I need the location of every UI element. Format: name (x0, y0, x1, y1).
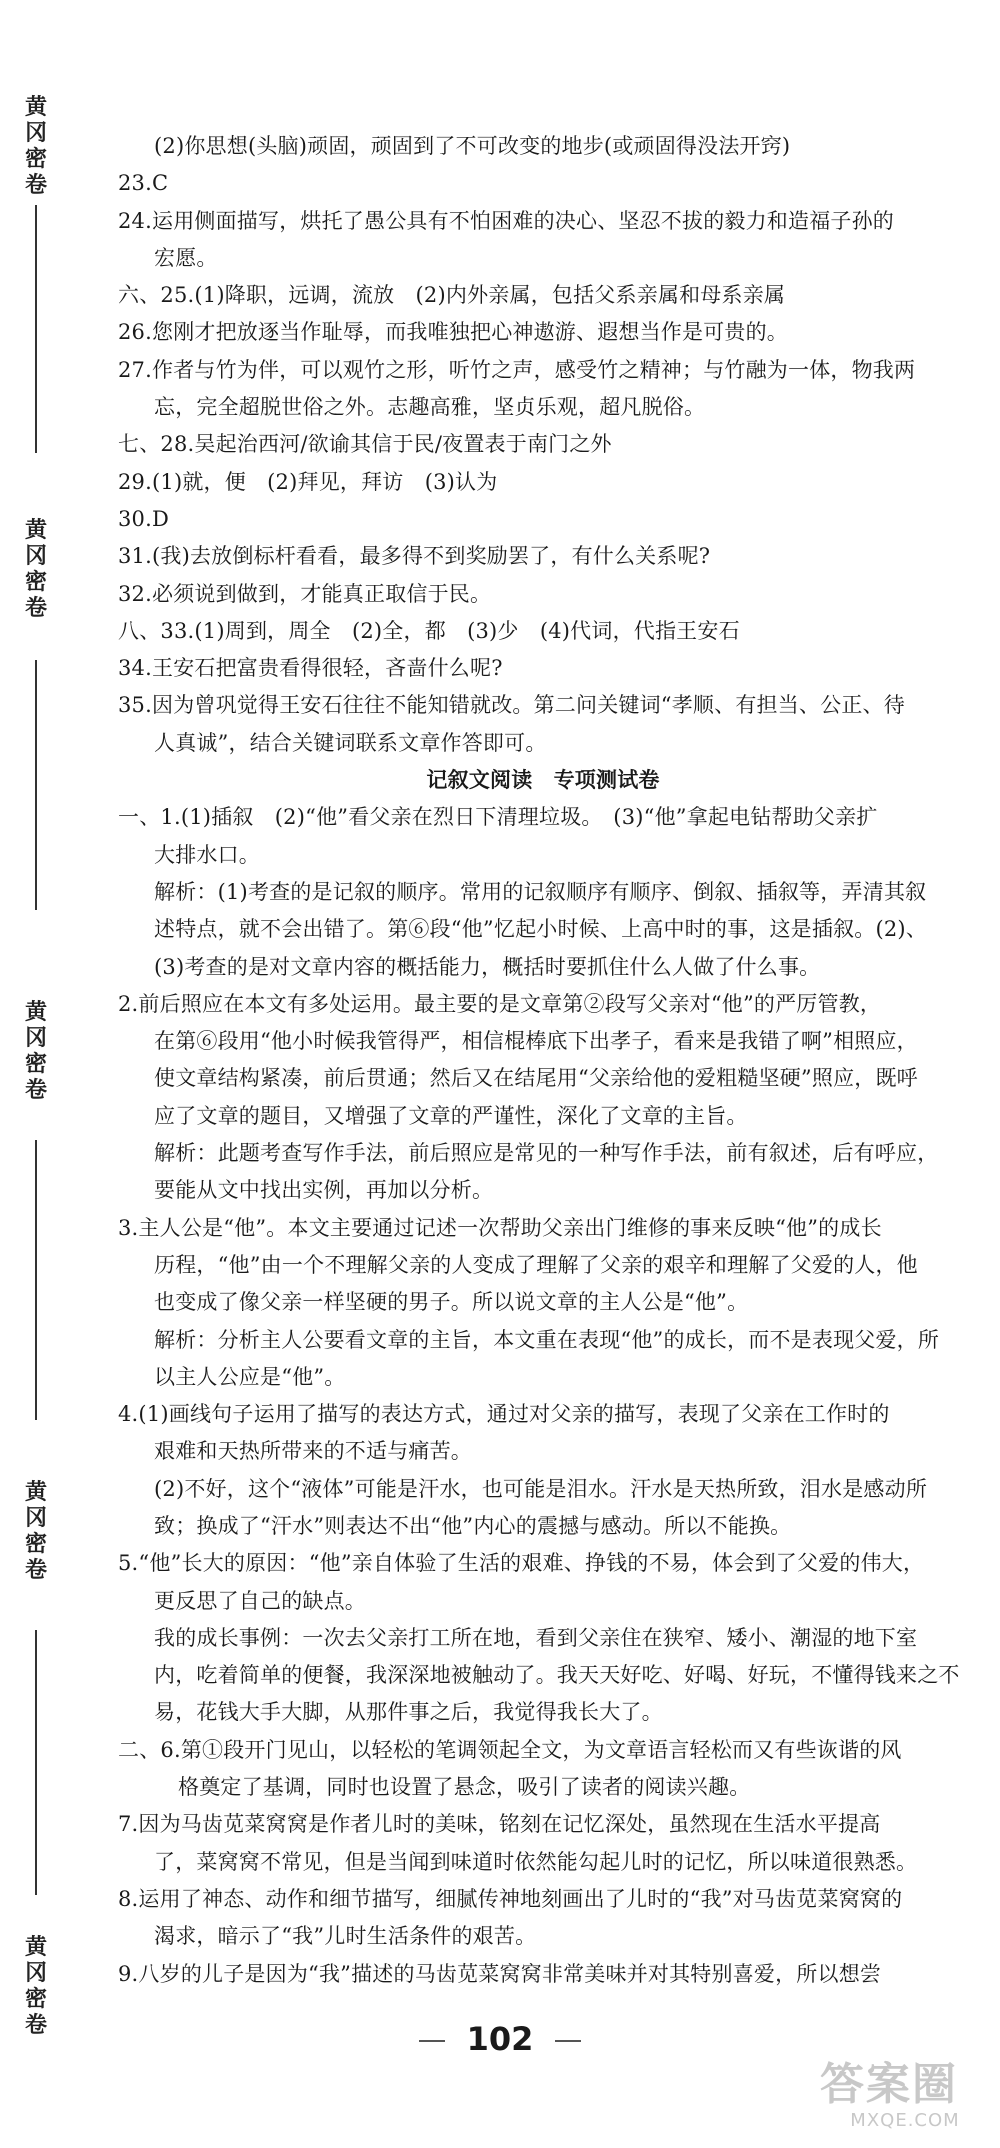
answer-line: 宏愿。 (154, 245, 218, 270)
answer-line: 二、6.第①段开门见山，以轻松的笔调领起全文，为文章语言轻松而又有些诙谐的风 (118, 1737, 902, 1762)
answer-line: 4.(1)画线句子运用了描写的表达方式，通过对父亲的描写，表现了父亲在工作时的 (118, 1402, 890, 1427)
sidebar-char: 冈 (24, 544, 47, 569)
answer-line: 23.C (118, 171, 169, 196)
answer-line: 以主人公应是“他”。 (154, 1364, 346, 1389)
answer-line: 在第⑥段用“他小时候我管得严，相信棍棒底下出孝子，看来是我错了啊”相照应， (154, 1029, 918, 1054)
answer-line: 也变成了像父亲一样坚硬的男子。所以说文章的主人公是“他”。 (154, 1290, 749, 1315)
answer-line: 六、25.(1)降职，远调，流放 (2)内外亲属，包括父系亲属和母系亲属 (118, 283, 786, 308)
answer-line: 应了文章的题目，又增强了文章的严谨性，深化了文章的主旨。 (154, 1103, 748, 1128)
sidebar-char: 卷 (24, 2013, 47, 2038)
sidebar-char: 黄 (24, 95, 47, 120)
sidebar-divider (35, 205, 37, 453)
sidebar-char: 密 (24, 147, 47, 172)
answer-line: 解析：(1)考查的是记叙的顺序。常用的记叙顺序有顺序、倒叙、插叙等，弄清其叙 (154, 879, 927, 904)
answer-line: 解析：分析主人公要看文章的主旨，本文重在表现“他”的成长，而不是表现父爱，所 (154, 1327, 940, 1352)
sidebar-label-1 (20, 95, 52, 199)
page-number-dash-left (419, 2040, 445, 2042)
answer-line: 要能从文中找出实例，再加以分析。 (154, 1178, 494, 1203)
sidebar-char: 冈 (24, 1506, 47, 1531)
answer-line: 渴求，暗示了“我”儿时生活条件的艰苦。 (154, 1924, 537, 1949)
watermark-logo (820, 2060, 990, 2140)
answer-line: 述特点，就不会出错了。第⑥段“他”忆起小时候、上高中时的事，这是插叙。(2)、 (154, 917, 928, 942)
answer-line: 7.因为马齿苋菜窝窝是作者儿时的美味，铭刻在记忆深处，虽然现在生活水平提高 (118, 1812, 881, 1837)
answer-line: 29.(1)就，便 (2)拜见，拜访 (3)认为 (118, 469, 498, 494)
watermark-sub: MXQE.COM (850, 2110, 960, 2131)
answer-line: 26.您刚才把放逐当作耻辱，而我唯独把心神遨游、遐想当作是可贵的。 (118, 320, 788, 345)
sidebar-divider (35, 1630, 37, 1895)
answer-line: 忘，完全超脱世俗之外。志趣高雅，坚贞乐观，超凡脱俗。 (154, 395, 706, 420)
answer-line: 使文章结构紧凑，前后贯通；然后又在结尾用“父亲给他的爱粗糙坚硬”照应，既呼 (154, 1066, 918, 1091)
answer-content (118, 128, 968, 1993)
answer-line: 了，菜窝窝不常见，但是当闻到味道时依然能勾起儿时的记忆，所以味道很熟悉。 (154, 1849, 918, 1874)
answer-line: (2)不好，这个“液体”可能是汗水，也可能是泪水。汗水是天热所致，泪水是感动所 (154, 1476, 928, 1501)
answer-line: 八、33.(1)周到，周全 (2)全，都 (3)少 (4)代词，代指王安石 (118, 618, 740, 643)
sidebar-char: 黄 (24, 1480, 47, 1505)
section-title: 记叙文阅读 专项测试卷 (426, 768, 660, 793)
sidebar-char: 冈 (24, 1961, 47, 1986)
sidebar-char: 黄 (24, 1935, 47, 1960)
sidebar-char: 卷 (24, 1558, 47, 1583)
answer-line: 解析：此题考查写作手法，前后照应是常见的一种写作手法，前有叙述，后有呼应， (154, 1141, 939, 1166)
answer-line: (3)考查的是对文章内容的概括能力，概括时要抓住什么人做了什么事。 (154, 954, 821, 979)
answer-line: 七、28.吴起治西河/欲谕其信于民/夜置表于南门之外 (118, 432, 612, 457)
answer-line: 更反思了自己的缺点。 (154, 1588, 366, 1613)
page-number (0, 2020, 1000, 2058)
page-number-text: 102 (466, 2020, 534, 2058)
sidebar-char: 冈 (24, 121, 47, 146)
sidebar-label-4 (20, 1480, 52, 1584)
sidebar-label-3 (20, 1000, 52, 1104)
answer-line: 24.运用侧面描写，烘托了愚公具有不怕困难的决心、坚忍不拔的毅力和造福子孙的 (118, 208, 894, 233)
answer-line: 32.必须说到做到，才能真正取信于民。 (118, 581, 492, 606)
answer-line: 8.运用了神态、动作和细节描写，细腻传神地刻画出了儿时的“我”对马齿苋菜窝窝的 (118, 1886, 903, 1911)
answer-line: 大排水口。 (154, 842, 260, 867)
watermark-main: 答案圈 (820, 2059, 958, 2110)
sidebar-divider (35, 1140, 37, 1420)
answer-line: 9.八岁的儿子是因为“我”描述的马齿苋菜窝窝非常美味并对其特别喜爱，所以想尝 (118, 1961, 882, 1986)
answer-line: 人真诚”，结合关键词联系文章作答即可。 (154, 730, 547, 755)
answer-line: 31.(我)去放倒标杆看看，最多得不到奖励罢了，有什么关系呢? (118, 544, 711, 569)
sidebar-char: 卷 (24, 596, 47, 621)
sidebar-label-2 (20, 518, 52, 622)
sidebar-char: 卷 (24, 1078, 47, 1103)
answer-line: 5.“他”长大的原因：“他”亲自体验了生活的艰难、挣钱的不易，体会到了父爱的伟大， (118, 1551, 925, 1576)
answer-line: 34.王安石把富贵看得很轻，吝啬什么呢? (118, 656, 503, 681)
answer-line: 30.D (118, 506, 170, 531)
answer-line: 内，吃着简单的便餐，我深深地被触动了。我天天好吃、好喝、好玩，不懂得钱来之不 (154, 1663, 960, 1688)
sidebar-char: 密 (24, 1987, 47, 2012)
answer-line: (2)你思想(头脑)顽固，顽固到了不可改变的地步(或顽固得没法开窍) (154, 134, 791, 158)
answer-line: 艰难和天热所带来的不适与痛苦。 (154, 1439, 472, 1464)
sidebar-char: 黄 (24, 1000, 47, 1025)
answer-line: 易，花钱大手大脚，从那件事之后，我觉得我长大了。 (154, 1700, 663, 1725)
sidebar-char: 冈 (24, 1026, 47, 1051)
sidebar-char: 卷 (24, 173, 47, 198)
answer-line: 35.因为曾巩觉得王安石往往不能知错就改。第二问关键词“孝顺、有担当、公正、待 (118, 693, 905, 718)
sidebar-char: 密 (24, 1532, 47, 1557)
sidebar-char: 黄 (24, 518, 47, 543)
sidebar-char: 密 (24, 570, 47, 595)
answer-line: 格奠定了基调，同时也设置了悬念，吸引了读者的阅读兴趣。 (178, 1775, 751, 1800)
answer-line: 我的成长事例：一次去父亲打工所在地，看到父亲住在狭窄、矮小、潮湿的地下室 (154, 1625, 918, 1650)
answer-line: 2.前后照应在本文有多处运用。最主要的是文章第②段写父亲对“他”的严厉管教， (118, 991, 882, 1016)
sidebar-divider (35, 660, 37, 910)
answer-line: 致；换成了“汗水”则表达不出“他”内心的震撼与感动。所以不能换。 (154, 1513, 792, 1538)
answer-line: 历程，“他”由一个不理解父亲的人变成了理解了父亲的艰辛和理解了父爱的人，他 (154, 1252, 918, 1277)
page-number-dash-right (555, 2040, 581, 2042)
sidebar-char: 密 (24, 1052, 47, 1077)
sidebar (0, 0, 80, 2148)
answer-line: 一、1.(1)插叙 (2)“他”看父亲在烈日下清理垃圾。 (3)“他”拿起电钻帮助父亲扩 (118, 805, 878, 830)
answer-line: 27.作者与竹为伴，可以观竹之形，听竹之声，感受竹之精神；与竹融为一体，物我两 (118, 357, 916, 382)
answer-line: 3.主人公是“他”。本文主要通过记述一次帮助父亲出门维修的事来反映“他”的成长 (118, 1215, 882, 1240)
